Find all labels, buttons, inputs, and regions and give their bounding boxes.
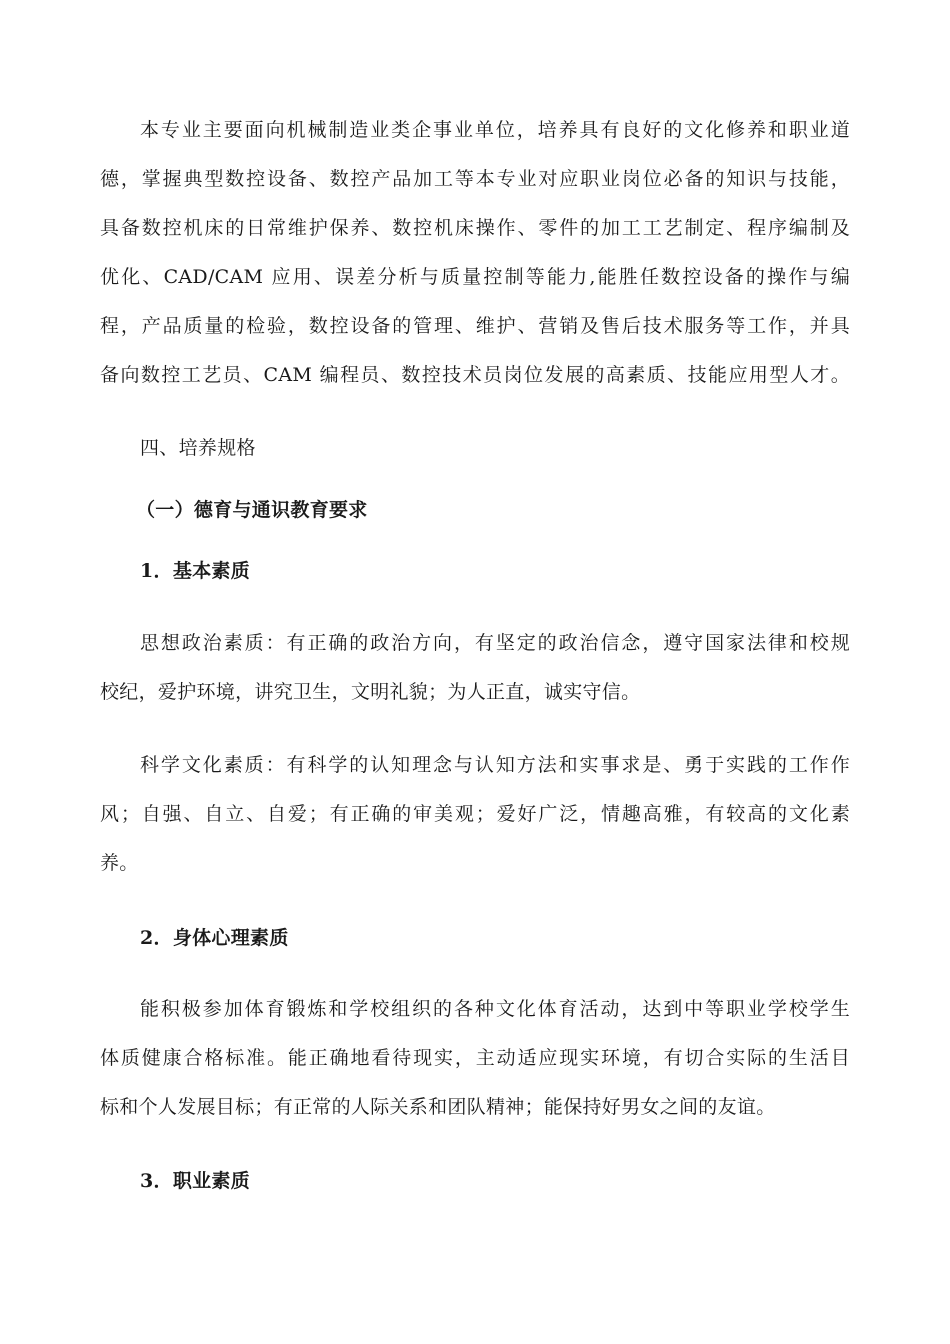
item-heading-basic-quality: 1．基本素质 [140,560,251,582]
item-heading-physical-mental: 2．身体心理素质 [140,927,289,949]
physical-mental-line-2: 体质健康合格标准。能正确地看待现实，主动适应现实环境，有切合实际的生活目 [100,1047,850,1069]
section-heading-training-specs: 四、培养规格 [140,437,256,459]
subsection-heading-moral-education: （一）德育与通识教育要求 [136,499,368,521]
intro-line-6: 备向数控工艺员、CAM 编程员、数控技术员岗位发展的高素质、技能应用型人才。 [100,364,850,386]
intro-line-4: 优化、CAD/CAM 应用、误差分析与质量控制等能力,能胜任数控设备的操作与编 [100,266,850,288]
item-heading-professional-quality: 3．职业素质 [140,1170,251,1192]
science-quality-line-3: 养。 [100,852,139,874]
political-quality-line-2: 校纪，爱护环境，讲究卫生，文明礼貌；为人正直，诚实守信。 [100,681,641,703]
physical-mental-line-1: 能积极参加体育锻炼和学校组织的各种文化体育活动，达到中等职业学校学生 [140,998,850,1020]
physical-mental-line-3: 标和个人发展目标；有正常的人际关系和团队精神；能保持好男女之间的友谊。 [100,1096,776,1118]
intro-line-5: 程，产品质量的检验，数控设备的管理、维护、营销及售后技术服务等工作，并具 [100,315,850,337]
intro-line-1: 本专业主要面向机械制造业类企事业单位，培养具有良好的文化修养和职业道 [140,119,850,141]
political-quality-line-1: 思想政治素质：有正确的政治方向，有坚定的政治信念，遵守国家法律和校规 [140,632,850,654]
science-quality-line-2: 风；自强、自立、自爱；有正确的审美观；爱好广泛，情趣高雅，有较高的文化素 [100,803,850,825]
intro-line-2: 德，掌握典型数控设备、数控产品加工等本专业对应职业岗位必备的知识与技能， [100,168,850,190]
science-quality-line-1: 科学文化素质：有科学的认知理念与认知方法和实事求是、勇于实践的工作作 [140,754,850,776]
intro-line-3: 具备数控机床的日常维护保养、数控机床操作、零件的加工工艺制定、程序编制及 [100,217,850,239]
